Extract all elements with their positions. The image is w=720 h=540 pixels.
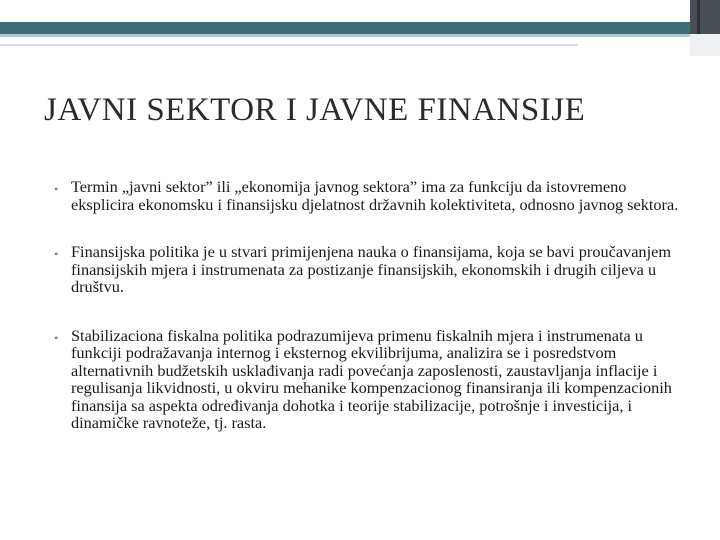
bullet-text: Finansijska politika je u stvari primijenjena nauka o finansijama, koja se bavi proučavanjem finansijskih mjera i instrumenata za postizanje finansijskih, ekonomskih i drugih ciljeva u društvu. (71, 242, 671, 296)
bullet-text: Termin „javni sektor” ili „ekonomija javnog sektora” ima za funkciju da istovremeno eksplicira ekonomsku i finansijsku djelatnost državnih kolektiviteta, odnosno javnog sektora. (71, 177, 679, 214)
corner-decoration (690, 0, 720, 34)
bullet-item (54, 178, 690, 213)
bullet-text: Stabilizaciona fiskalna politika podrazumijeva primenu fiskalnih mjera i instrumenata u funkciji podražavanja internog i eksternog ekvilibrijuma, analizira se i posredstvom alternativnih budžetskih usklađivanja radi povećanja zaposlenosti, zaustavljanja inflacije i regulisanja likvidnosti, u okviru mehanike kompenzacionog finansiranja ili kompenzacionih finansija sa aspekta određivanja dohotka i teorije stabilizacije, potrošnje i investicija, i dinamičke ravnoteže, tj. rasta. (71, 325, 672, 432)
corner-stripe (697, 0, 700, 34)
bullet-dot-icon: • (54, 182, 59, 196)
header-divider-line (0, 34, 690, 37)
bullet-item (54, 327, 690, 432)
bullet-dot-icon: • (54, 330, 59, 345)
header-thin-line (0, 44, 578, 46)
slide-title: JAVNI SEKTOR I JAVNE FINANSIJE (44, 92, 586, 128)
bullet-list (54, 178, 690, 462)
corner-light-block (690, 34, 720, 56)
bullet-dot-icon: • (54, 247, 59, 261)
header-accent-band (0, 22, 690, 34)
bullet-item (54, 243, 690, 296)
